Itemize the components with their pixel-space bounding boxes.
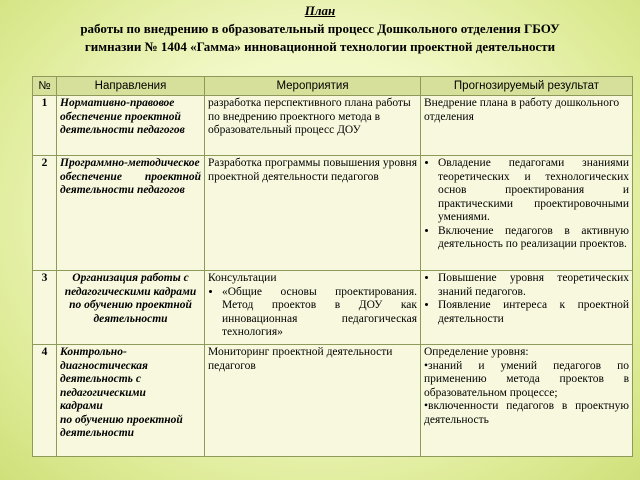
direction-line: по обучению проектной деятельности <box>69 299 192 325</box>
row-result <box>421 156 633 271</box>
result-bullet: • Повышение уровня теоретических знаний педагогов. <box>438 272 629 299</box>
row-activity: разработка перспективного плана работы по внедрению проектного метода в образовательный процесс ДОУ <box>205 96 421 156</box>
row-direction: Нормативно-правовое обеспечение проектной деятельности педагогов <box>57 96 205 156</box>
result-bullet: • Включение педагогов в активную деятельность по реализации проектов. <box>438 225 629 252</box>
table-row <box>33 345 633 457</box>
direction-line: Контрольно- <box>60 346 127 358</box>
document-header <box>0 2 640 56</box>
direction-line: диагностическая <box>60 359 148 372</box>
result-bullet-list <box>424 157 629 252</box>
header-directions: Направления <box>57 77 205 96</box>
direction-line: деятельности <box>60 427 135 439</box>
row-result: Внедрение плана в работу дошкольного отделения <box>421 96 633 156</box>
direction-line: Организация работы с педагогическими кадрами <box>64 272 197 298</box>
result-bullet: • Овладение педагогами знаниями теоретических и технологических основ проектирования и практическими проектировочными умениями. <box>438 157 629 225</box>
row-number: 1 <box>33 96 57 156</box>
result-item: •включенности педагогов в проектную деятельность <box>424 400 629 426</box>
activity-bullet: • «Общие основы проектирования. Метод проектов в ДОУ как инновационная педагогическая технология» <box>222 286 417 340</box>
document-title: План <box>304 3 336 18</box>
result-item: •знаний и умений педагогов по применению метода проектов в образовательном процессе; <box>424 359 629 399</box>
header-activities: Мероприятия <box>205 77 421 96</box>
table-row <box>33 271 633 345</box>
header-number: № <box>33 77 57 96</box>
direction-line: педагогическими <box>60 386 146 399</box>
row-direction <box>57 345 205 457</box>
plan-table <box>32 76 633 457</box>
row-activity: Мониторинг проектной деятельности педагогов <box>205 345 421 457</box>
row-number: 3 <box>33 271 57 345</box>
row-direction: Программно-методическое обеспечение проектной деятельности педагогов <box>57 156 205 271</box>
direction-line: деятельность с <box>60 373 141 385</box>
header-expected-result: Прогнозируемый результат <box>421 77 633 96</box>
row-result <box>421 345 633 457</box>
result-intro: Определение уровня: <box>424 346 529 358</box>
direction-line: по обучению проектной <box>60 413 183 426</box>
table-row <box>33 96 633 156</box>
table-row <box>33 156 633 271</box>
table-header-row <box>33 77 633 96</box>
activity-bullet-list <box>208 286 417 340</box>
row-number: 4 <box>33 345 57 457</box>
row-result <box>421 271 633 345</box>
row-activity <box>205 271 421 345</box>
document-subtitle-line-1: работы по внедрению в образовательный процесс Дошкольного отделения ГБОУ <box>80 21 560 36</box>
result-bullet-list <box>424 272 629 326</box>
direction-line: кадрами <box>60 400 103 412</box>
row-direction <box>57 271 205 345</box>
row-number: 2 <box>33 156 57 271</box>
document-subtitle-line-2: гимназии № 1404 «Гамма» инновационной технологии проектной деятельности <box>84 39 556 54</box>
result-bullet: • Появление интереса к проектной деятельности <box>438 299 629 326</box>
row-activity: Разработка программы повышения уровня проектной деятельности педагогов <box>205 156 421 271</box>
activity-label: Консультации <box>208 272 277 284</box>
